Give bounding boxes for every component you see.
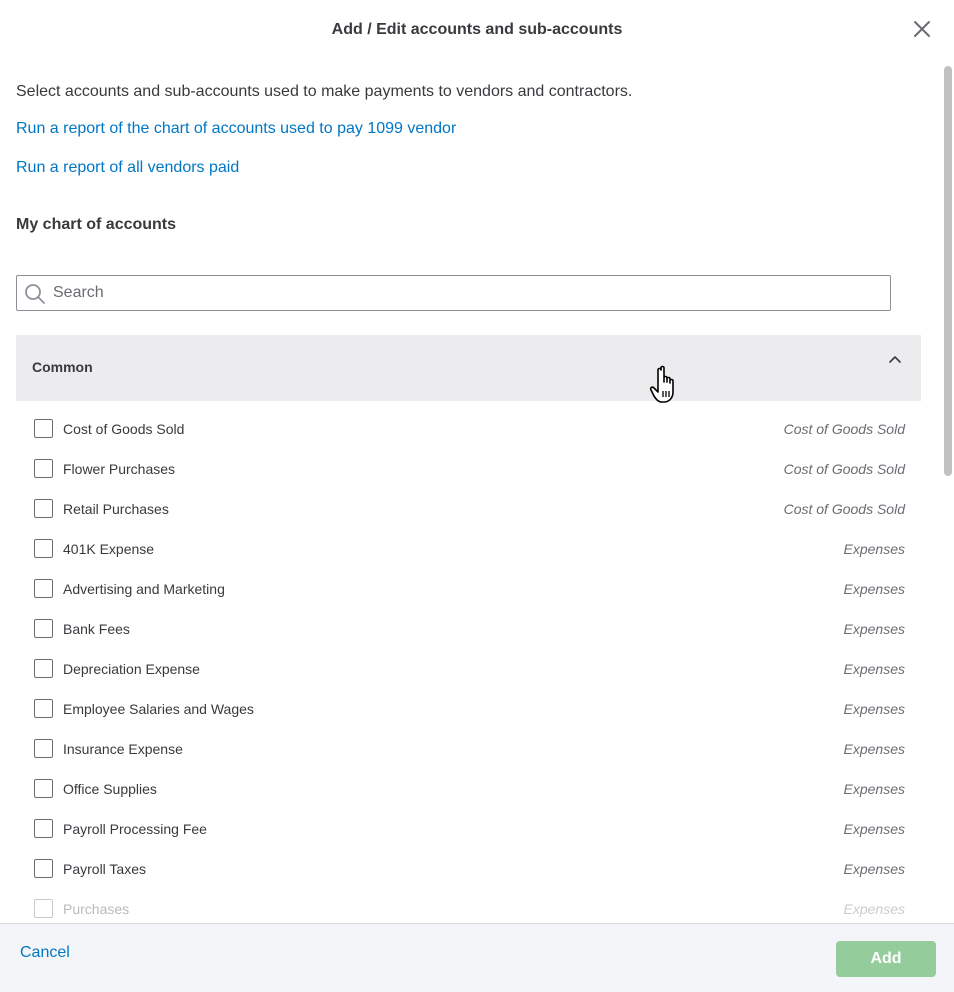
account-row[interactable]	[16, 769, 921, 809]
chevron-up-icon[interactable]	[888, 353, 902, 367]
group-header-common[interactable]	[16, 335, 921, 401]
account-checkbox[interactable]	[34, 419, 53, 438]
account-checkbox[interactable]	[34, 659, 53, 678]
search-input[interactable]	[53, 276, 883, 310]
dialog-header	[0, 0, 954, 62]
account-row[interactable]	[16, 529, 921, 569]
group-label: Common	[32, 359, 93, 375]
account-name: Depreciation Expense	[63, 661, 200, 677]
account-row[interactable]	[16, 489, 921, 529]
account-checkbox[interactable]	[34, 859, 53, 878]
run-vendors-report-link[interactable]: Run a report of all vendors paid	[16, 159, 240, 176]
account-type: Expenses	[843, 861, 905, 877]
account-checkbox[interactable]	[34, 499, 53, 518]
account-checkbox[interactable]	[34, 459, 53, 478]
account-checkbox[interactable]	[34, 539, 53, 558]
account-row[interactable]	[16, 849, 921, 889]
account-checkbox[interactable]	[34, 699, 53, 718]
account-name: Office Supplies	[63, 781, 157, 797]
account-checkbox[interactable]	[34, 779, 53, 798]
account-name: Cost of Goods Sold	[63, 421, 185, 437]
account-type: Expenses	[843, 581, 905, 597]
account-name: Retail Purchases	[63, 501, 169, 517]
account-name: Flower Purchases	[63, 461, 176, 477]
account-checkbox[interactable]	[34, 739, 53, 758]
account-name: Bank Fees	[63, 621, 130, 637]
account-type: Expenses	[843, 781, 905, 797]
description-text: Select accounts and sub-accounts used to make payments to vendors and contractors.	[16, 83, 633, 100]
account-type: Cost of Goods Sold	[783, 501, 905, 517]
cancel-button[interactable]: Cancel	[20, 944, 70, 961]
account-type: Expenses	[843, 701, 905, 717]
account-row[interactable]	[16, 889, 921, 923]
account-name: Payroll Processing Fee	[63, 821, 207, 837]
account-row[interactable]	[16, 649, 921, 689]
account-name: Advertising and Marketing	[63, 581, 225, 597]
account-list	[16, 409, 921, 923]
account-name: 401K Expense	[63, 541, 155, 557]
account-row[interactable]	[16, 689, 921, 729]
account-type: Expenses	[843, 661, 905, 677]
account-name: Insurance Expense	[63, 741, 183, 757]
account-type: Expenses	[843, 821, 905, 837]
account-type: Expenses	[843, 901, 905, 917]
account-row[interactable]	[16, 409, 921, 449]
run-chart-report-link[interactable]: Run a report of the chart of accounts used to pay 1099 vendor	[16, 120, 457, 137]
account-checkbox[interactable]	[34, 579, 53, 598]
account-row[interactable]	[16, 569, 921, 609]
account-checkbox[interactable]	[34, 819, 53, 838]
dialog-body	[0, 62, 954, 923]
account-name: Employee Salaries and Wages	[63, 701, 254, 717]
add-button[interactable]: Add	[836, 941, 936, 977]
account-name: Purchases	[63, 901, 130, 917]
account-row[interactable]	[16, 449, 921, 489]
search-icon	[24, 283, 46, 305]
section-title: My chart of accounts	[16, 216, 177, 233]
account-name: Payroll Taxes	[63, 861, 147, 877]
account-type: Cost of Goods Sold	[783, 421, 905, 437]
account-checkbox[interactable]	[34, 619, 53, 638]
dialog-title: Add / Edit accounts and sub-accounts	[331, 21, 623, 38]
scrollbar-thumb[interactable]	[944, 66, 952, 476]
account-type: Expenses	[843, 621, 905, 637]
account-type: Expenses	[843, 741, 905, 757]
account-type: Expenses	[843, 541, 905, 557]
close-icon[interactable]	[910, 17, 934, 41]
account-row[interactable]	[16, 609, 921, 649]
dialog-footer	[0, 923, 954, 992]
account-type: Cost of Goods Sold	[783, 461, 905, 477]
account-row[interactable]	[16, 729, 921, 769]
account-row[interactable]	[16, 809, 921, 849]
account-checkbox[interactable]	[34, 899, 53, 918]
search-box	[16, 275, 891, 311]
